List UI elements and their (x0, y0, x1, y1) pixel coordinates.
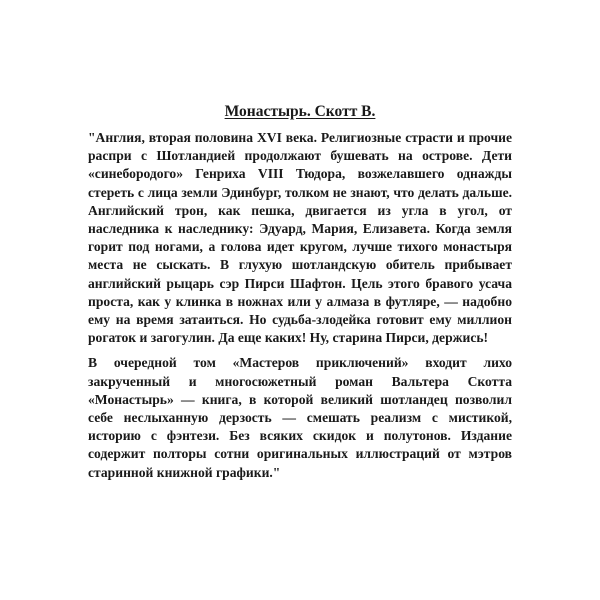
paragraph-edition-info: В очередной том «Мастеров приключений» входит лихо закрученный и многосюжетный роман Вальтера Скотта «Монастырь» — книга, в которой великий шотландец позволил себе неслыханную дерзость — смешать реализм с мистикой, историю с фэнтези. Без всяких скидок и полутонов. Издание содержит полторы сотни оригинальных иллюстраций от мэтров старинной книжной графики." (88, 355, 512, 480)
document-page (88, 103, 512, 489)
paragraph-synopsis: "Англия, вторая половина XVI века. Религиозные страсти и прочие распри с Шотландией продолжают бушевать на острове. Дети «синебородого» Генриха VIII Тюдора, возжелавшего однажды стереть с лица земли Эдинбург, толком не знают, что делать дальше. Английский трон, как пешка, двигается из угла в угол, от наследника к наследнику: Эдуард, Мария, Елизавета. Когда земля горит под ногами, а голова идет кругом, лучше тихого монастыря места не сыскать. В глухую шотландскую обитель прибывает английский рыцарь сэр Пирси Шафтон. Цель этого бравого усача проста, как у клинка в ножнах или у алмаза в футляре, — надобно ему на время затаиться. Но судьба-злодейка готовит ему миллион рогаток и загогулин. Да еще каких! Ну, старина Пирси, держись! (88, 130, 512, 346)
document-title: Монастырь. Скотт В. (224, 103, 376, 120)
